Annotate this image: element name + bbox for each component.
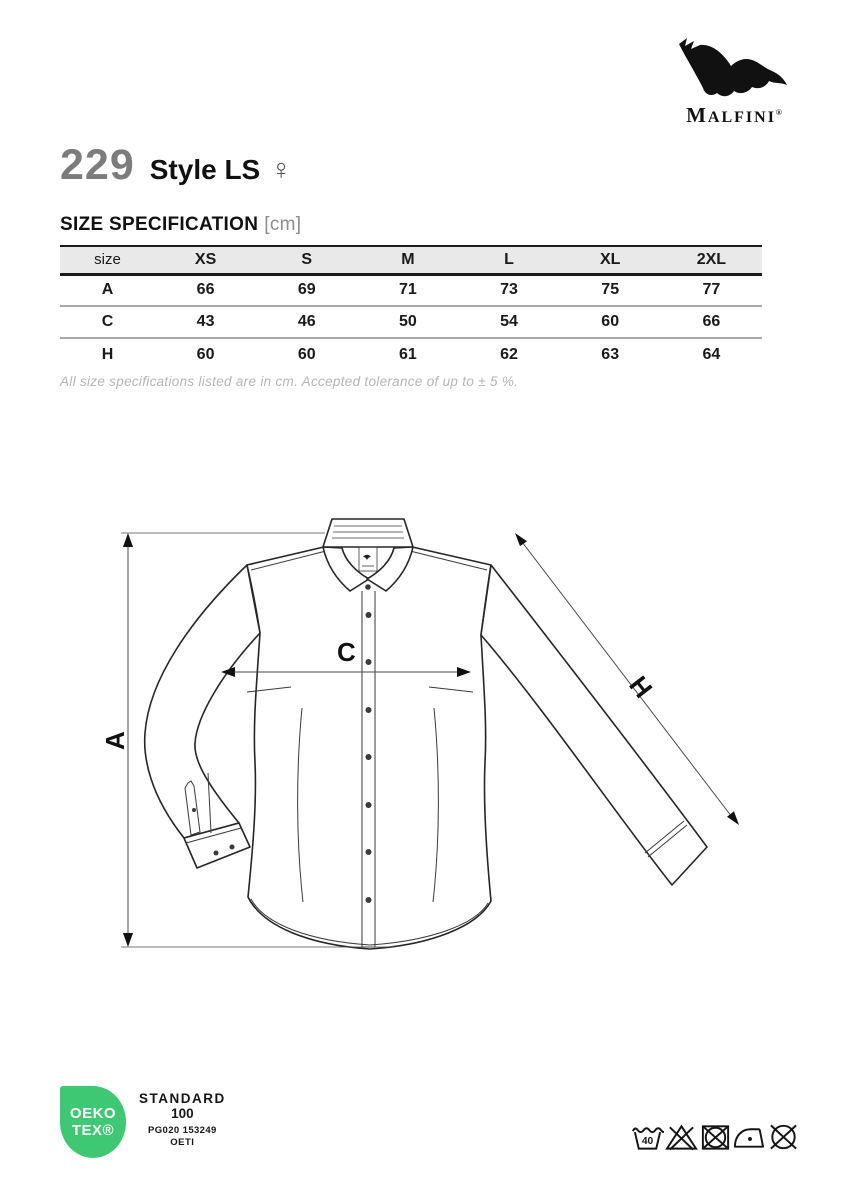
cell-h-m: 61 <box>398 345 417 363</box>
do-not-dry-clean-icon <box>767 1121 800 1153</box>
oeko-logo-bottom: TEX® <box>71 1122 115 1139</box>
standard-word: STANDARD <box>139 1091 226 1106</box>
svg-text:40: 40 <box>641 1135 654 1147</box>
size-table <box>60 245 762 370</box>
cell-a-s: 69 <box>297 281 316 299</box>
garment-measurement-diagram <box>95 495 755 1000</box>
col-header-size: size <box>94 251 121 269</box>
cell-h-l: 62 <box>500 345 518 363</box>
table-row <box>60 338 762 370</box>
cell-c-2xl: 66 <box>702 313 721 330</box>
size-table-header-row <box>60 246 762 274</box>
oeko-tex-logo <box>60 1086 126 1158</box>
brand-block <box>669 36 799 128</box>
collar-band <box>323 519 413 547</box>
malfini-bird-icon <box>676 36 792 102</box>
product-code: 229 <box>60 141 135 189</box>
brand-wordmark <box>669 103 799 128</box>
col-header-2xl: 2XL <box>696 250 727 268</box>
female-gender-icon: ♀ <box>270 154 292 186</box>
measure-label-h: H <box>623 670 659 704</box>
brand-wordmark-initial: M <box>686 103 708 127</box>
shirt-body <box>247 546 491 949</box>
col-header-xs: XS <box>194 250 217 268</box>
col-header-l: L <box>504 250 514 268</box>
row-label-a: A <box>101 281 114 299</box>
cell-c-xl: 60 <box>601 313 620 330</box>
oeko-logo-top: OEKO <box>69 1104 117 1122</box>
section-unit: [cm] <box>264 214 302 235</box>
certificate-number: PG020 153249 <box>148 1125 217 1136</box>
tolerance-note: All size specifications listed are in cm. Accepted tolerance of up to ± 5 %. <box>60 374 519 389</box>
col-header-m: M <box>401 250 415 268</box>
section-heading-text: SIZE SPECIFICATION <box>60 214 259 235</box>
cell-h-s: 60 <box>297 345 316 363</box>
cell-a-l: 73 <box>500 281 518 299</box>
standard-number: 100 <box>171 1106 194 1121</box>
certifying-institute: OETI <box>170 1137 195 1148</box>
cell-c-xs: 43 <box>196 313 215 330</box>
table-row <box>60 274 762 306</box>
registered-mark: ® <box>775 108 782 117</box>
col-header-s: S <box>301 250 313 268</box>
cell-a-m: 71 <box>398 281 417 299</box>
row-label-c: C <box>101 313 114 330</box>
cell-h-xl: 63 <box>601 345 620 363</box>
col-header-xl: XL <box>599 250 621 268</box>
wash-40-icon <box>631 1121 664 1153</box>
measure-label-a: A <box>100 731 130 750</box>
section-heading <box>60 214 301 236</box>
cell-h-xs: 60 <box>196 345 215 363</box>
product-name: Style LS <box>149 154 261 185</box>
cell-c-m: 50 <box>398 313 417 330</box>
measure-label-c: C <box>337 637 356 667</box>
certification-block <box>60 1086 226 1158</box>
product-title <box>60 141 292 189</box>
cell-c-s: 46 <box>297 313 316 330</box>
cell-a-xl: 75 <box>601 281 620 299</box>
do-not-bleach-icon <box>665 1121 698 1153</box>
cell-c-l: 54 <box>500 313 518 330</box>
brand-wordmark-rest: ALFINI <box>707 109 776 126</box>
iron-low-temperature-icon <box>733 1121 766 1153</box>
certification-text <box>139 1086 226 1148</box>
cell-h-2xl: 64 <box>702 345 721 363</box>
shirt-technical-drawing <box>95 495 755 995</box>
row-label-h: H <box>101 345 114 363</box>
care-symbols <box>631 1121 800 1153</box>
table-row <box>60 306 762 338</box>
left-sleeve <box>145 565 260 838</box>
do-not-tumble-dry-icon <box>699 1121 732 1153</box>
cell-a-xs: 66 <box>196 281 215 299</box>
cell-a-2xl: 77 <box>702 281 721 299</box>
